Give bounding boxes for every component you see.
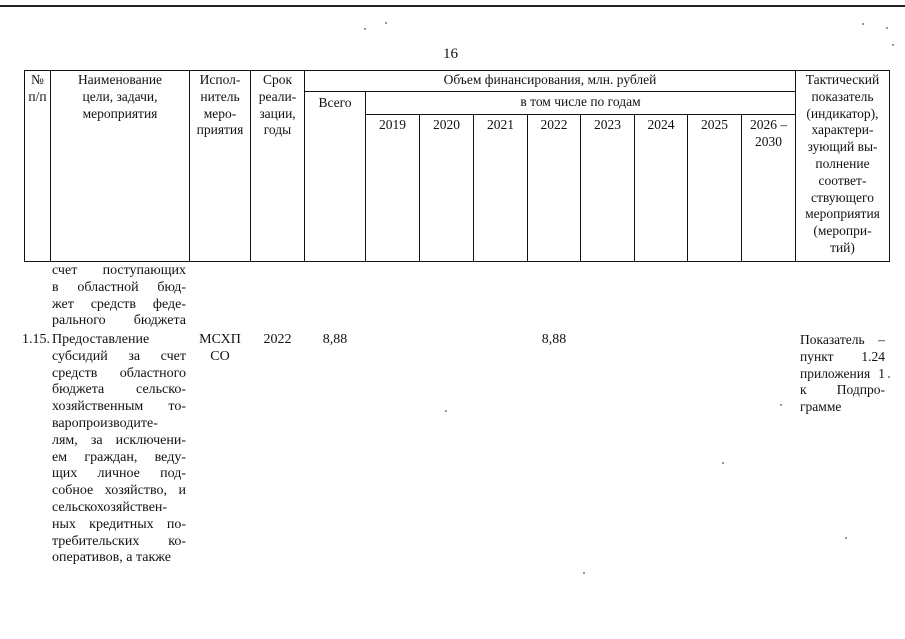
row-executor: МСХП СО — [199, 332, 241, 364]
scan-speck — [845, 537, 847, 539]
header-name: Наименование цели, задачи, мероприятия — [77, 72, 163, 121]
header-by-years: в том числе по годам — [520, 94, 641, 109]
header-funding: Объем финансирования, млн. рублей — [443, 72, 657, 87]
row-number: 1.15. — [22, 332, 50, 347]
year-2026-2030: 2026 – 2030 — [749, 117, 788, 149]
scan-speck — [445, 410, 447, 412]
scan-speck — [888, 376, 890, 378]
year-2023: 2023 — [594, 117, 621, 132]
year-2024: 2024 — [647, 117, 675, 132]
scan-speck — [862, 23, 864, 25]
scan-speck — [780, 404, 782, 406]
row-name: Предоставление субсидий за счет средств областного бюджета сельско- хозяйственным то- варопроизводите- лям, за исключени- ем граждан, веду- щих личное под- собное хозяйство, и сельскохозяйствен- ных кредитных по- требительских ко- оперативов, а также — [52, 332, 186, 566]
year-2022: 2022 — [540, 117, 568, 132]
year-2020: 2020 — [433, 117, 460, 132]
header-total: Всего — [318, 95, 352, 110]
table-header — [24, 70, 890, 262]
header-indicator: Тактический показатель (индикатор), характери- зующий вы- полнение соответ- ствующего мероприятия (меропри- тий) — [805, 72, 880, 255]
scan-speck — [892, 44, 894, 46]
page-number: 16 — [443, 46, 458, 62]
header-executor: Испол- нитель меро- приятия — [196, 72, 244, 138]
row-2022-value: 8,88 — [541, 332, 567, 347]
top-rule — [0, 5, 905, 7]
continuation-text: счет поступающих в областной бюд- жет средств феде- рального бюджета — [52, 263, 186, 329]
scan-speck — [364, 28, 366, 30]
year-2019: 2019 — [379, 117, 406, 132]
row-indicator: Показатель – пункт 1.24 приложения 1 к Подпро- грамме — [800, 332, 885, 415]
row-total: 8,88 — [322, 332, 348, 347]
row-term: 2022 — [263, 332, 292, 347]
scan-speck — [583, 572, 585, 574]
scan-speck — [722, 462, 724, 464]
header-num: № п/п — [28, 72, 47, 104]
header-term: Срок реали- зации, годы — [258, 72, 297, 138]
year-2021: 2021 — [487, 117, 514, 132]
year-2025: 2025 — [701, 117, 728, 132]
scan-speck — [385, 22, 387, 24]
scan-speck — [886, 27, 888, 29]
